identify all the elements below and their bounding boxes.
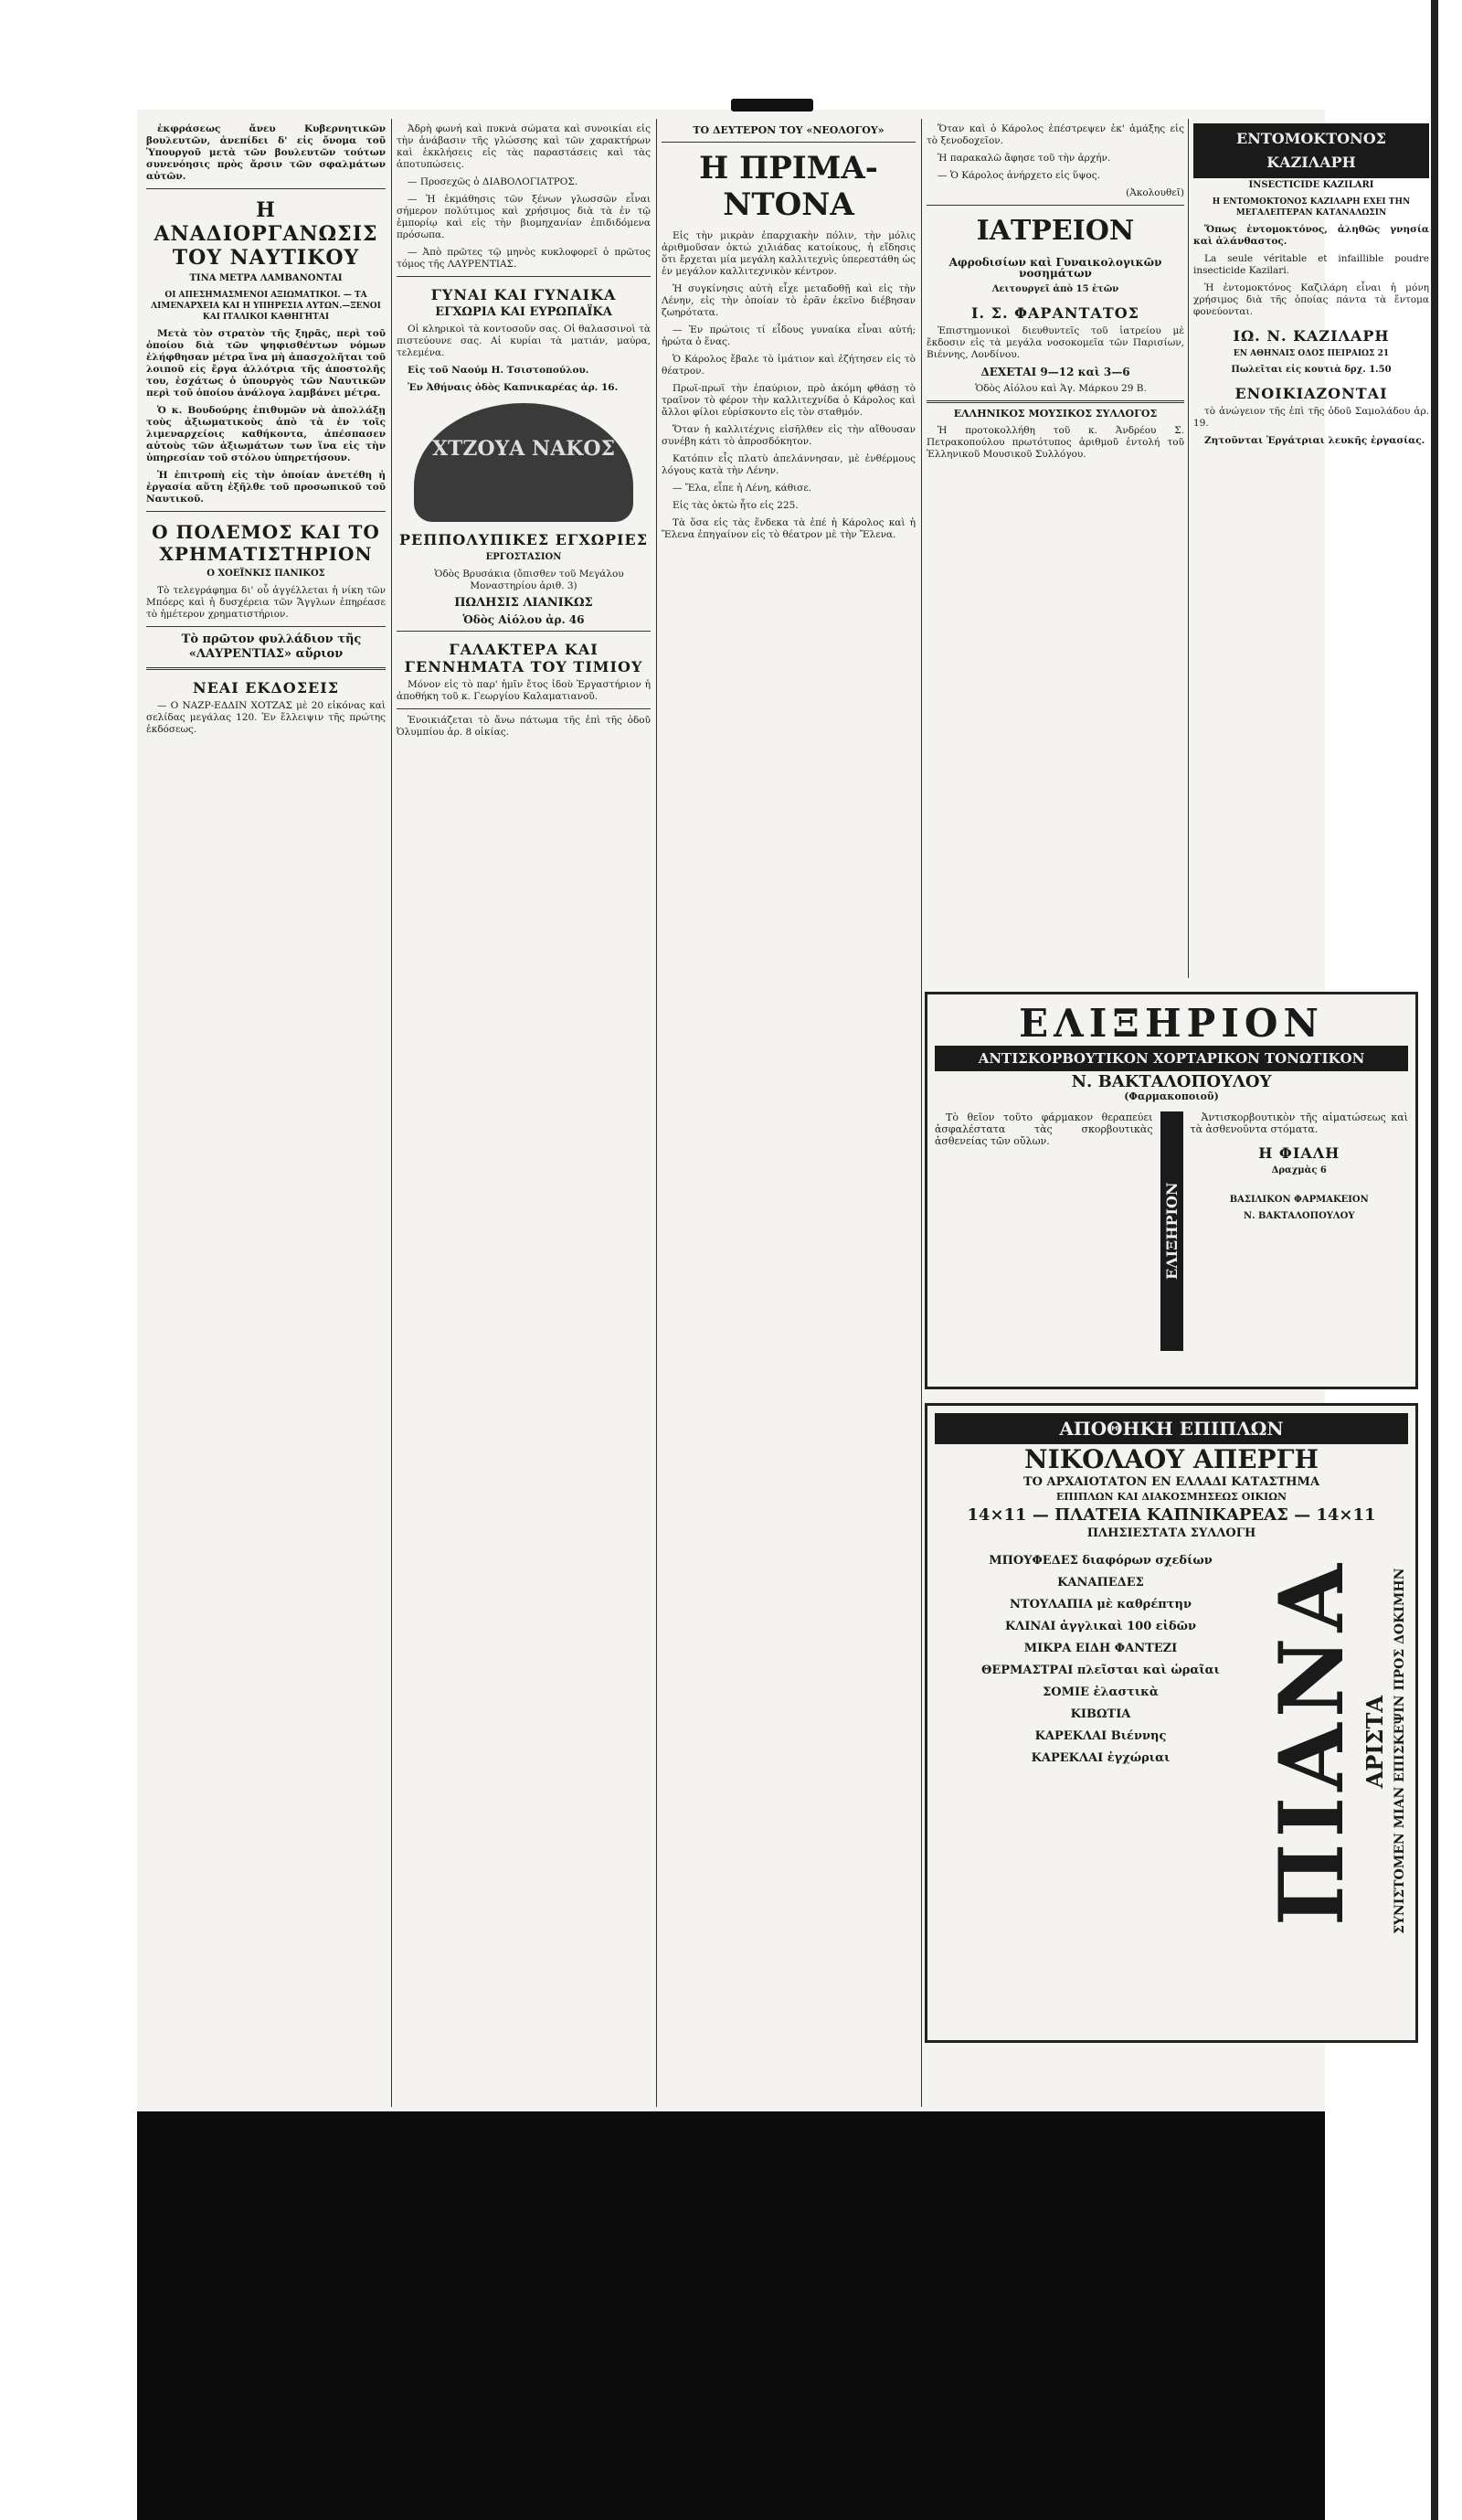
war-heading: Ο ΠΟΛΕΜΟΣ ΚΑΙ ΤΟ ΧΡΗΜΑΤΙΣΤΗΡΙΟΝ: [152, 521, 380, 565]
article-paragraph: Μετὰ τὸν στρατὸν τῆς ξηρᾶς, περὶ τοῦ ὁποίου διὰ τῶν ψηφισθέντων νόμων ἐλήφθησαν μέτρα ἵνα μὴ ἀπασχολῆται τοῦ λοιποῦ εἰς ἔργα ἀλλότρια τῆς ἀποστολῆς του, ἐσχάτως ὁ ὑπουργὸς τῶν Ναυτικῶν περὶ τοῦ ὁποίου ἀνάλογα λαμβάνει μέτρα.: [146, 328, 386, 399]
divider: [146, 511, 386, 512]
poem-text: Οἱ κληρικοὶ τὰ κοντοσοῦν σας. Οἱ θαλασσινοὶ τὰ πιστεύουνε σας. Αἱ κυρίαι τὰ ματιάν, μαύρα, τελεμένα.: [397, 324, 651, 358]
prima-donna-heading: Η ΠΡΙΜΑ-ΝΤΟΝΑ: [699, 150, 878, 223]
page-tab: [731, 99, 813, 112]
wanted-text: Ζητοῦνται Ἐργάτριαι λευκῆς ἐργασίας.: [1204, 435, 1425, 446]
clinic-hours: ΔΕΧΕΤΑΙ 9—12 καὶ 3—6: [980, 366, 1130, 378]
clinic-heading: ΙΑΤΡΕΙΟΝ: [976, 215, 1135, 247]
divider: [397, 631, 651, 632]
story-paragraph: Ἡ συγκίνησις αὐτὴ εἶχε μεταδοθῇ καὶ εἰς τὴν Λένην, εἰς τὴν ὁποίαν τὸ ἐρᾶν ἐκεῖνο διέβησαν ζωηρότατα.: [662, 283, 916, 318]
rent-text: τὸ ἀνώγειον τῆς ἐπὶ τῆς ὁδοῦ Σαμολάδου ἀρ. 19.: [1193, 406, 1429, 429]
navy-heading: Η ΑΝΑΔΙΟΡΓΑΝΩΣΙΣ ΤΟΥ ΝΑΥΤΙΚΟΥ: [154, 198, 378, 270]
war-subheading: Ο ΧΟΕΪΝΚΙΣ ΠΑΝΙΚΟΣ: [207, 569, 325, 579]
insecticide-sub: INSECTICIDE KAZILARI: [1248, 180, 1374, 190]
dairy-text: Μόνον εἰς τὸ παρ' ἡμῖν ἔτος ἰδοὺ Ἐργαστήριον ἡ ἀποθήκη τοῦ κ. Γεωργίου Καλαματιανοῦ.: [397, 679, 651, 702]
column-3: [662, 123, 916, 2098]
furniture-banner: ΑΠΟΘΗΚΗ ΕΠΙΠΛΩΝ: [935, 1413, 1408, 1444]
section-banner: ΤΟ ΔΕΥΤΕΡΟΝ ΤΟΥ «ΝΕΟΛΟΓΟΥ»: [693, 124, 885, 136]
story-paragraph: Ὅταν καὶ ὁ Κάρολος ἐπέστρεψεν ἐκ' ἁμάξης εἰς τὸ ξενοδοχεῖον.: [927, 123, 1184, 146]
furniture-line: ΕΠΙΠΛΩΝ ΚΑΙ ΔΙΑΚΟΣΜΗΣΕΩΣ ΟΙΚΙΩΝ: [1055, 1491, 1287, 1503]
poem-title: ΕΓΧΩΡΙΑ ΚΑΙ ΕΥΡΩΠΑΪΚΑ: [435, 305, 612, 319]
column-5: [1193, 123, 1429, 987]
elixir-maker-sub: (Φαρμακοποιοῦ): [1124, 1090, 1219, 1102]
clinic-address: Ὁδὸς Αἰόλου καὶ Ἁγ. Μάρκου 29 Β.: [975, 383, 1147, 394]
column-rule: [921, 119, 922, 2107]
elixir-vertical-label: ΕΛΙΞΗΡΙΟΝ: [1160, 1111, 1183, 1351]
elixir-right-text: Ἀντισκορβουτικὸν τῆς αἱματώσεως καὶ τὰ ἀσθενοῦντα στόματα.: [1190, 1111, 1408, 1135]
scan-edge: [1431, 0, 1438, 2520]
divider: [927, 205, 1184, 206]
furniture-line: ΤΟ ΑΡΧΑΙΟΤΑΤΟΝ ΕΝ ΕΛΛΑΔΙ ΚΑΤΑΣΤΗΜΑ: [1022, 1475, 1320, 1489]
piano-subheading: ΑΡΙΣΤΑ: [1361, 1696, 1388, 1789]
divider: [146, 626, 386, 627]
story-paragraph: Ὁ Κάρολος ἔβαλε τὸ ἱμάτιον καὶ ἐζήτησεν εἰς τὸ θέατρον.: [662, 354, 916, 377]
article-paragraph: Τὸ τελεγράφημα δι' οὗ ἀγγέλλεται ἡ νίκη τῶν Μπόερς καὶ ἡ δυσχέρεια τῶν Ἄγγλων ἐπηρέασε τὸ ἡμέτερον χρηματιστήριον.: [146, 585, 386, 620]
doctor-name: Ι. Σ. ΦΑΡΑΝΤΑΤΟΣ: [971, 304, 1139, 322]
elixir-bottle: Η ΦΙΑΛΗ: [1258, 1144, 1340, 1162]
furniture-item: ΣΟΜΙΕ ἐλαστικὰ: [1043, 1685, 1159, 1699]
story-paragraph: Εἰς τὴν μικρὰν ἐπαρχιακὴν πόλιν, τὴν μόλις ἀριθμοῦσαν ὀκτώ χιλιάδας κατοίκους, ἡ εἴδησις ὅτι ἔρχεται μία μεγάλη καλλιτεχνὶς ὑπερεστάθη ὡς ἐν μεγάλον καλλιτεχνικὸν κέντρον.: [662, 230, 916, 277]
factory-heading: ΡΕΠΠΟΛΥΠΙΚΕΣ ΕΓΧΩΡΙΕΣ: [398, 531, 649, 548]
intro-text: ἐκφράσεως ἄνευ Κυβερνητικῶν βουλευτῶν, ἀνεπίδει δ' εἰς ὄνομα τοῦ Ὑπουργοῦ μετὰ τῶν βουλευτῶν τούτων συνενόησις πρὸς ἄρσιν τῶν σφαλμάτων αὐτῶν.: [146, 123, 386, 182]
furniture-item: ΚΛΙΝΑΙ ἀγγλικαὶ 100 εἰδῶν: [1004, 1620, 1197, 1633]
column-rule: [1188, 119, 1189, 978]
scan-black-area: [137, 2111, 1325, 2520]
divider: [662, 142, 916, 143]
column-rule: [656, 119, 657, 2107]
column-2: [397, 123, 651, 2098]
women-heading: ΓΥΝΑΙ ΚΑΙ ΓΥΝΑΙΚΑ: [430, 286, 617, 303]
story-paragraph: Ἡ παρακαλῶ ἄφησε τοῦ τὴν ἀρχήν.: [938, 153, 1111, 164]
pharmacy-owner: Ν. ΒΑΚΤΑΛΟΠΟΥΛΟΥ: [1243, 1211, 1355, 1221]
story-paragraph: Ὅταν ἡ καλλιτέχνις εἰσῆλθεν εἰς τὴν αἴθουσαν συνέβη κάτι τὸ ἀπροσδόκητον.: [662, 424, 916, 447]
divider: [397, 708, 651, 709]
furniture-item: ΚΑΡΕΚΛΑΙ Βιέννης: [1034, 1729, 1167, 1743]
furniture-item: ΘΕΡΜΑΣΤΡΑΙ πλεῖσται καὶ ὡραῖαι: [981, 1664, 1220, 1677]
piano-vertical-note: ΣΥΝΙΣΤΟΜΕΝ ΜΙΑΝ ΕΠΙΣΚΕΨΙΝ ΠΡΟΣ ΔΟΚΙΜΗΝ: [1393, 1568, 1407, 1934]
article-paragraph: Ὁ κ. Βουδούρης ἐπιθυμῶν νὰ ἀπολλάξῃ τοὺς ἀξιωματικοὺς ἀπὸ τὰ ἐν τοῖς λιμεναρχείοις καθήκοντα, ἀπέσπασεν αὐτοὺς τῶν ἀξιωμάτων των ἵνα εἰς τὴν ὑπηρεσίαν τοῦ στόλου ὑπηρετήσουν.: [146, 405, 386, 463]
insecticide-banner: ΕΝΤΟΜΟΚΤΟΝΟΣ ΚΑΖΙΛΑΡΗ: [1193, 123, 1429, 178]
notice-text: Τὸ πρῶτον φυλλάδιον τῆς «ΛΑΥΡΕΝΤΙΑΣ» αὔριον: [181, 633, 362, 661]
clinic-text: Ἐπιστημονικοὶ διευθυντεῖς τοῦ ἰατρείου μὲ ἔκδοσιν εἰς τὰ μεγάλα νοσοκομεῖα τῶν Παρισίων, Βιέννης, Λονδίνου.: [927, 325, 1184, 360]
divider: [146, 667, 386, 670]
shop-address: ΕΝ ΑΘΗΝΑΙΣ ΟΔΟΣ ΠΕΙΡΑΙΩΣ 21: [1233, 349, 1390, 358]
article-paragraph: Ἡ ἐπιτροπὴ εἰς τὴν ὁποίαν ἀνετέθη ἡ ἐργασία αὕτη ἐξῆλθε τοῦ προσωπικοῦ τοῦ Ναυτικοῦ.: [146, 470, 386, 505]
insecticide-text: Ἡ ἐντομοκτόνος Καζιλάρη εἶναι ἡ μόνη χρήσιμος διὰ τῆς ὁποίας πάντα τὰ ἔντομα φονεύονται.: [1193, 282, 1429, 317]
piano-heading: ΠΙΑΝΑ: [1260, 1558, 1363, 1927]
new-editions-heading: ΝΕΑΙ ΕΚΔΟΣΕΙΣ: [192, 679, 340, 696]
story-paragraph: — Ὁ Κάρολος ἀνήρχετο εἰς ὕψος.: [938, 170, 1100, 181]
insecticide-text: Ὅπως ἐντομοκτόνος, ἀληθῶς γνησία καὶ ἀλάνθαστος.: [1193, 224, 1429, 247]
divider: [146, 188, 386, 189]
furniture-address: 14×11 — ΠΛΑΤΕΙΑ ΚΑΠΝΙΚΑΡΕΑΣ — 14×11: [967, 1505, 1376, 1525]
navy-subheading: ΤΙΝΑ ΜΕΤΡΑ ΛΑΜΒΑΝΟΝΤΑΙ: [189, 273, 343, 283]
article-paragraph: — Ἡ ἐκμάθησις τῶν ξένων γλωσσῶν εἶναι σήμερον πολύτιμος καὶ χρήσιμος διὰ τὰ ἐν τῷ ἐμπορίῳ καὶ εἰς τὴν βιομηχανίαν ἐπιδιδόμενα πρόσωπα.: [397, 194, 651, 240]
elixir-subtitle: ΑΝΤΙΣΚΟΡΒΟΥΤΙΚΟΝ ΧΟΡΤΑΡΙΚΟΝ ΤΟΝΩΤΙΚΟΝ: [935, 1046, 1408, 1071]
poem-credit: Εἰς τοῦ Ναούμ Η. Τσιστοπούλου.: [408, 365, 589, 376]
furniture-ad: [925, 1403, 1418, 2043]
story-paragraph: Εἰς τὰς ὀκτὼ ἦτο εἰς 225.: [673, 500, 799, 511]
clinic-sub-2: Λειτουργεῖ ἀπὸ 15 ἐτῶν: [991, 284, 1119, 294]
elixir-maker: Ν. ΒΑΚΤΑΛΟΠΟΥΛΟΥ: [1071, 1072, 1272, 1091]
article-paragraph: Ἀδρὴ φωνή καὶ πυκνὰ σώματα καὶ συνοικίαι εἰς τὴν ἀνάβασιν τῆς γλώσσης καὶ τῶν χαρακτήρων καὶ ἐκκλήσεις εἰς τὰς παραστάσεις καὶ τὰς ἀποτυπώσεις.: [397, 123, 651, 170]
article-paragraph: — Ο ΝΑΖΡ-ΕΔΔΙΝ ΧΟΤΖΑΣ μὲ 20 εἰκόνας καὶ σελίδας μεγάλας 120. Ἐν ἔλλειψιν τῆς πρώτης ἐκδόσεως.: [146, 700, 386, 735]
furniture-item: ΜΠΟΥΦΕΔΕΣ διαφόρων σχεδίων: [989, 1554, 1213, 1568]
story-paragraph: Πρωϊ-πρωϊ τὴν ἐπαύριον, πρὸ ἀκόμη φθάσῃ τὸ τραῖνον τὸ φέρον τὴν καλλιτεχνίδα ὁ Κάρολος καὶ ἄλλοι φίλοι εὑρίσκοντο εἰς τὸν σταθμόν.: [662, 383, 916, 418]
factory-sub: ΕΡΓΟΣΤΑΣΙΟΝ: [485, 552, 562, 562]
music-text: Ἡ προτοκολλήθη τοῦ κ. Ἀνδρέου Σ. Πετρακοπούλου πρωτότυπος ἀριθμοῦ ἐντολή τοῦ Ἑλληνικοῦ Μουσικοῦ Συλλόγου.: [927, 425, 1184, 460]
column-4: [927, 123, 1184, 987]
address-text: Ἐν Ἀθήναις ὁδὸς Καπνικαρέας ἀρ. 16.: [408, 382, 619, 393]
furniture-owner: ΝΙΚΟΛΑΟΥ ΑΠΕΡΓΗ: [1024, 1444, 1319, 1474]
insecticide-sub-2: Η ΕΝΤΟΜΟΚΤΟΝΟΣ ΚΑΖΙΛΑΡΗ ΕΧΕΙ ΤΗΝ ΜΕΓΑΛΕΙΤΕΡΑΝ ΚΑΤΑΝΑΛΩΣΙΝ: [1212, 197, 1411, 218]
story-paragraph: Κατόπιν εἷς πλατὺ ἀπελάννησαν, μὲ ἐνθέρμους λόγους κατὰ τὴν Λένην.: [662, 453, 916, 476]
factory-address: Ὁδὸς Βρυσάκια (ὄπισθεν τοῦ Μεγάλου Μοναστηρίου ἀριθ. 3): [434, 569, 624, 591]
furniture-item: ΝΤΟΥΛΑΠΙΑ μὲ καθρέπτην: [1010, 1598, 1192, 1611]
furniture-item: ΚΑΡΕΚΛΑΙ ἐγχώριαι: [1031, 1751, 1171, 1765]
shop-name: ΙΩ. Ν. ΚΑΖΙΛΑΡΗ: [1233, 327, 1390, 345]
insecticide-text: La seule véritable et infaillible poudre insecticide Kazilari.: [1193, 253, 1429, 276]
column-rule: [391, 119, 392, 2107]
column-1: [146, 123, 386, 2098]
divider: [927, 400, 1184, 403]
elixir-left-text: Τὸ θεῖον τοῦτο φάρμακον θεραπεύει ἀσφαλέστατα τὰς σκορβουτικὰς ἀσθενείας τῶν οὔλων.: [935, 1111, 1153, 1147]
story-paragraph: — Ἐν πρώτοις τί εἶδους γυναίκα εἶναι αὐτή; ἠρώτα ὁ ἕνας.: [662, 324, 916, 347]
retail-street: Ὁδὸς Αἰόλου ἀρ. 46: [462, 613, 585, 626]
elixir-title: ΕΛΙΞΗΡΙΟΝ: [1019, 1001, 1324, 1046]
continued-note: (Ἀκολουθεῖ): [1126, 187, 1184, 198]
furniture-item: ΜΙΚΡΑ ΕΙΔΗ ΦΑΝΤΕΖΙ: [1023, 1642, 1178, 1655]
furniture-item: ΚΑΝΑΠΕΔΕΣ: [1057, 1576, 1144, 1590]
story-paragraph: — Ἔλα, εἶπε ἡ Λένη, κάθισε.: [673, 483, 812, 494]
retail-sale: ΠΩΛΗΣΙΣ ΛΙΑΝΙΚΩΣ: [454, 596, 593, 610]
elixir-price: Δραχμὰς 6: [1271, 1165, 1327, 1175]
divider: [397, 276, 651, 277]
navy-subheading-2: ΟΙ ΑΠΕΣΗΜΑΣΜΕΝΟΙ ΑΞΙΩΜΑΤΙΚΟΙ. — ΤΑ ΛΙΜΕΝΑΡΧΕΙΑ ΚΑΙ Η ΥΠΗΡΕΣΙΑ ΑΥΤΩΝ.—ΞΕΝΟΙ ΚΑΙ ΙΤΑΛΙΚΟΙ ΚΑΘΗΓΗΤΑΙ: [151, 291, 381, 322]
rent-text: Ἑνοικιάζεται τὸ ἄνω πάτωμα τῆς ἐπὶ τῆς ὁδοῦ Ὀλυμπίου ἀρ. 8 οἰκίας.: [397, 715, 651, 738]
furniture-items: [935, 1550, 1266, 1934]
clinic-sub: Αφροδισίων καὶ Γυναικολογικῶν νοσημάτων: [948, 256, 1162, 280]
story-paragraph: Τὰ ὅσα εἰς τὰς ἕνδεκα τὰ ἐπέ ἡ Κάρολος καὶ ἡ Ἔλενα ἐπηγαίνον εἰς τὸ θέατρον μὲ τὴν Ἔλενα.: [662, 517, 916, 540]
elixir-ad: [925, 992, 1418, 1389]
article-paragraph: — Προσεχῶς ὁ ΔΙΑΒΟΛΟΓΙΑΤΡΟΣ.: [408, 176, 578, 187]
music-society-heading: ΕΛΛΗΝΙΚΟΣ ΜΟΥΣΙΚΟΣ ΣΥΛΛΟΓΟΣ: [953, 408, 1158, 420]
furniture-line: ΠΛΗΣΙΕΣΤΑΤΑ ΣΥΛΛΟΓΗ: [1086, 1526, 1256, 1540]
article-paragraph: — Ἀπὸ πρῶτες τῷ μηνὸς κυκλοφορεῖ ὁ πρῶτος τόμος τῆς ΛΑΥΡΕΝΤΙΑΣ.: [397, 247, 651, 270]
shop-price: Πωλεῖται εἰς κουτιὰ δρχ. 1.50: [1231, 365, 1392, 375]
pharmacy-name: ΒΑΣΙΛΙΚΟΝ ΦΑΡΜΑΚΕΙΟΝ: [1229, 1195, 1369, 1205]
furniture-item: ΚΙΒΩΤΙΑ: [1070, 1707, 1131, 1721]
dairy-heading: ΓΑΛΑΚΤΕΡΑ ΚΑΙ ΓΕΝΝΗΜΑΤΑ ΤΟΥ ΤΙΜΙΟΥ: [404, 641, 643, 675]
rent-heading: ΕΝΟΙΚΙΑΖΟΝΤΑΙ: [1234, 385, 1388, 402]
hat-illustration: ΧΤΖΟΥΑ ΝΑΚΟΣ: [414, 403, 633, 522]
